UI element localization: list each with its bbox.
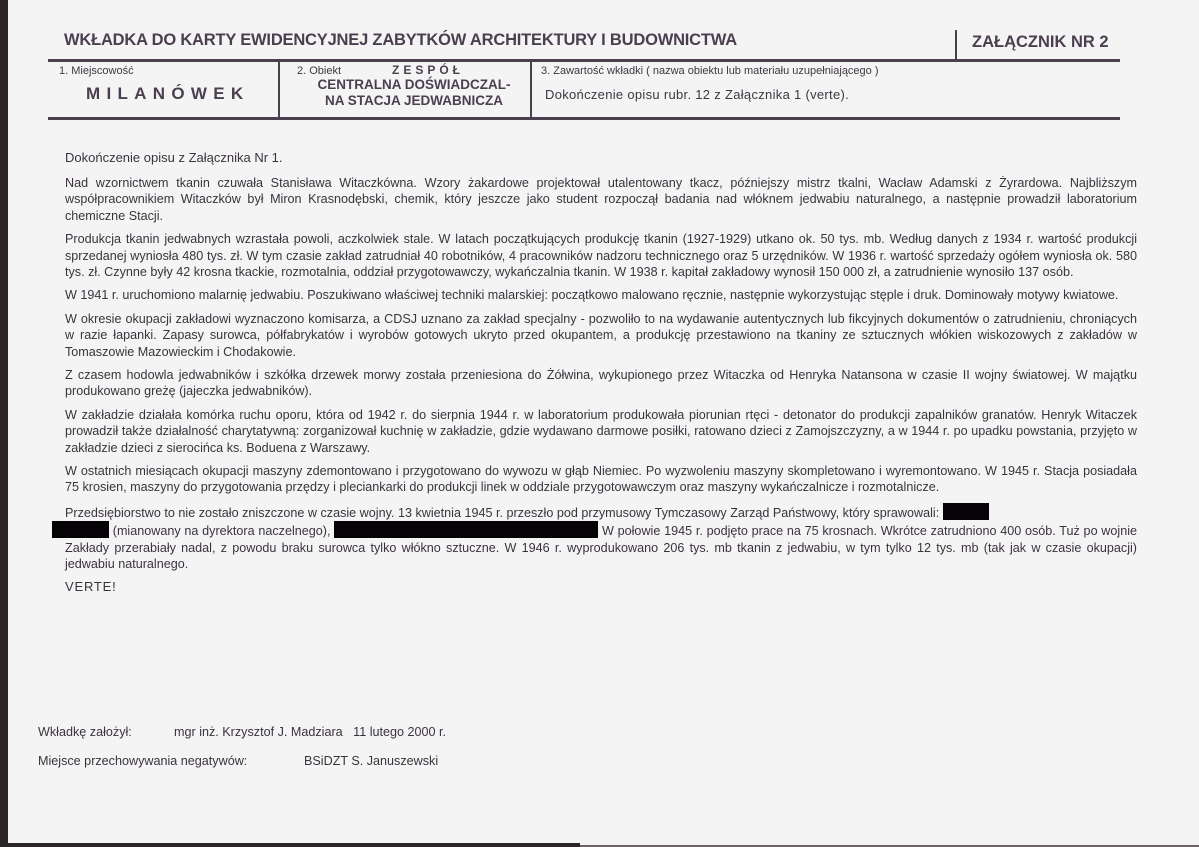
locality-label: 1. Miejscowość (59, 65, 134, 77)
scan-bottom-edge (0, 843, 580, 847)
content-label: 3. Zawartość wkładki ( nazwa obiektu lub materiału uzupełniającego ) (541, 65, 879, 77)
paragraph-with-redactions (65, 503, 1137, 572)
redaction-bar (943, 503, 989, 520)
paragraph: W zakładzie działała komórka ruchu oporu, która od 1942 r. do sierpnia 1944 r. w laboratorium produkowała piorunian rtęci - detonator do produkcji zapalników granatów. Henryk Witaczek prowadził także działalność charytatywną: zorganizował kuchnię w zakładzie, gdzie wydawano darmowe posiłki, ratowano dzieci z Zamojszczyzny, a w 1944 r. po upadku powstania, przyjęto w zakładzie dzieci z sierocińca ks. Boduena z Warszawy. (65, 408, 1137, 455)
form-rule-top (48, 59, 1120, 62)
document-page (8, 0, 1199, 843)
paragraph-part: Przedsiębiorstwo to nie zostało zniszczone w czasie wojny. 13 kwietnia 1945 r. przeszło pod przymusowy Tymczasowy Zarząd Państwowy, który sprawowali: (65, 506, 940, 521)
paragraph: W ostatnich miesiącach okupacji maszyny zdemontowano i przygotowano do wywozu w głąb Niemiec. Po wyzwoleniu maszyny skompletowano i wyremontowano. W 1945 r. Stacja posiadała 75 krosien, maszyny do przygotowania przędzy i pleciankarki do produkcji linek w oddziale przygotowawczym oraz maszyny wykańczalnicze i rozmotalnicze. (65, 464, 1137, 495)
paragraph: Nad wzornictwem tkanin czuwała Stanisława Witaczkówna. Wzory żakardowe projektował utalentowany tkacz, późniejszy mistrz tkalni, Wacław Adamski z Żyrardowa. Najbliższym współpracownikiem Witaczków był Miron Krasnodębski, chemik, który jeszcze jako student rozpoczął badania nad włóknem jedwabiu naturalnego, a następnie prowadził laboratorium chemiczne Stacji. (65, 176, 1137, 223)
body-heading: Dokończenie opisu z Załącznika Nr 1. (65, 150, 283, 165)
redaction-bar (334, 521, 598, 538)
scan-left-edge (0, 0, 8, 847)
content-value: Dokończenie opisu rubr. 12 z Załącznika 1 (verte). (545, 87, 850, 102)
title-divider (955, 30, 957, 60)
paragraph-part: (mianowany na dyrektora naczelnego), (112, 524, 331, 539)
created-by-row (38, 725, 446, 739)
paragraph: Produkcja tkanin jedwabnych wzrastała powoli, aczkolwiek stale. W latach początkujących produkcję tkanin (1927-1929) utkano ok. 50 tys. mb. Według danych z 1934 r. wartość produkcji sprzedanej wyniosła 480 tys. zł. W tym czasie zakład zatrudniał 40 robotników, 4 pracowników nadzoru technicznego oraz 5 urzędników. W 1936 r. wartość sprzedaży ogółem wyniosła ok. 580 tys. zł. Czynne były 42 krosna tkackie, rozmotalnia, oddział przygotowawczy, wykańczalnia tkanin. W 1938 r. kapitał zakładowy wynosił 150 000 zł, a zatrudnienie wynosiło 137 osób. (65, 232, 1137, 279)
description-body (65, 150, 1137, 603)
form-column-divider-2 (530, 61, 532, 118)
annex-number: ZAŁĄCZNIK NR 2 (972, 33, 1109, 51)
object-group: ZESPÓŁ (392, 63, 465, 77)
locality-value: MILANÓWEK (86, 84, 250, 103)
created-by-value: mgr inż. Krzysztof J. Madziara 11 lutego 2000 r. (174, 725, 447, 739)
created-by-label: Wkładkę założył: (38, 725, 132, 739)
redaction-bar (52, 521, 109, 538)
negatives-location-label: Miejsce przechowywania negatywów: (38, 754, 248, 768)
negatives-location-value: BSiDZT S. Januszewski (304, 754, 439, 768)
form-rule-bottom (48, 117, 1120, 120)
paragraph: W 1941 r. uruchomiono malarnię jedwabiu. Poszukiwano właściwej techniki malarskiej: początkowo malowano ręcznie, następnie wykorzystując stęple i druk. Dominowały motywy kwiatowe. (65, 288, 1119, 303)
document-title: WKŁADKA DO KARTY EWIDENCYJNEJ ZABYTKÓW ARCHITEKTURY I BUDOWNICTWA (64, 31, 737, 49)
form-column-divider-1 (278, 61, 280, 118)
negatives-location-row (38, 754, 438, 768)
object-name-line-2: NA STACJA JEDWABNICZA (324, 93, 503, 108)
verte-note: VERTE! (65, 579, 117, 595)
object-label: 2. Obiekt (297, 65, 342, 77)
paragraph-part: W połowie 1945 r. podjęto prace na 75 krosnach. Wkrótce zatrudniono 400 osób. Tuż po wojnie Zakłady przerabiały nadal, z powodu braku surowca tylko włókno sztuczne. W 1946 r. wyprodukowano 206 tys. mb tkanin z jedwabiu, w tym tylko 12 tys. mb (tak jak w czasie okupacji) jedwabiu naturalnego. (65, 524, 1138, 571)
object-name-line-1: CENTRALNA DOŚWIADCZAL- (317, 77, 511, 92)
object-name (298, 77, 530, 109)
paragraph: W okresie okupacji zakładowi wyznaczono komisarza, a CDSJ uznano za zakład specjalny - pozwoliło to na wydawanie autentycznych lub fikcyjnych dokumentów o zatrudnieniu, chroniących w razie łapanki. Zapasy surowca, półfabrykatów i wyrobów gotowych ukryto przed okupantem, a produkcję przestawiono na tkaniny ze sztucznych włókien wiskozowych z zakładów w Tomaszowie Mazowieckim i Chodakowie. (65, 312, 1137, 359)
paragraph: Z czasem hodowla jedwabników i szkółka drzewek morwy została przeniesiona do Żółwina, wykupionego przez Witaczka od Henryka Natansona w czasie II wojny światowej. W majątku produkowano greżę (jajeczka jedwabników). (65, 368, 1137, 399)
